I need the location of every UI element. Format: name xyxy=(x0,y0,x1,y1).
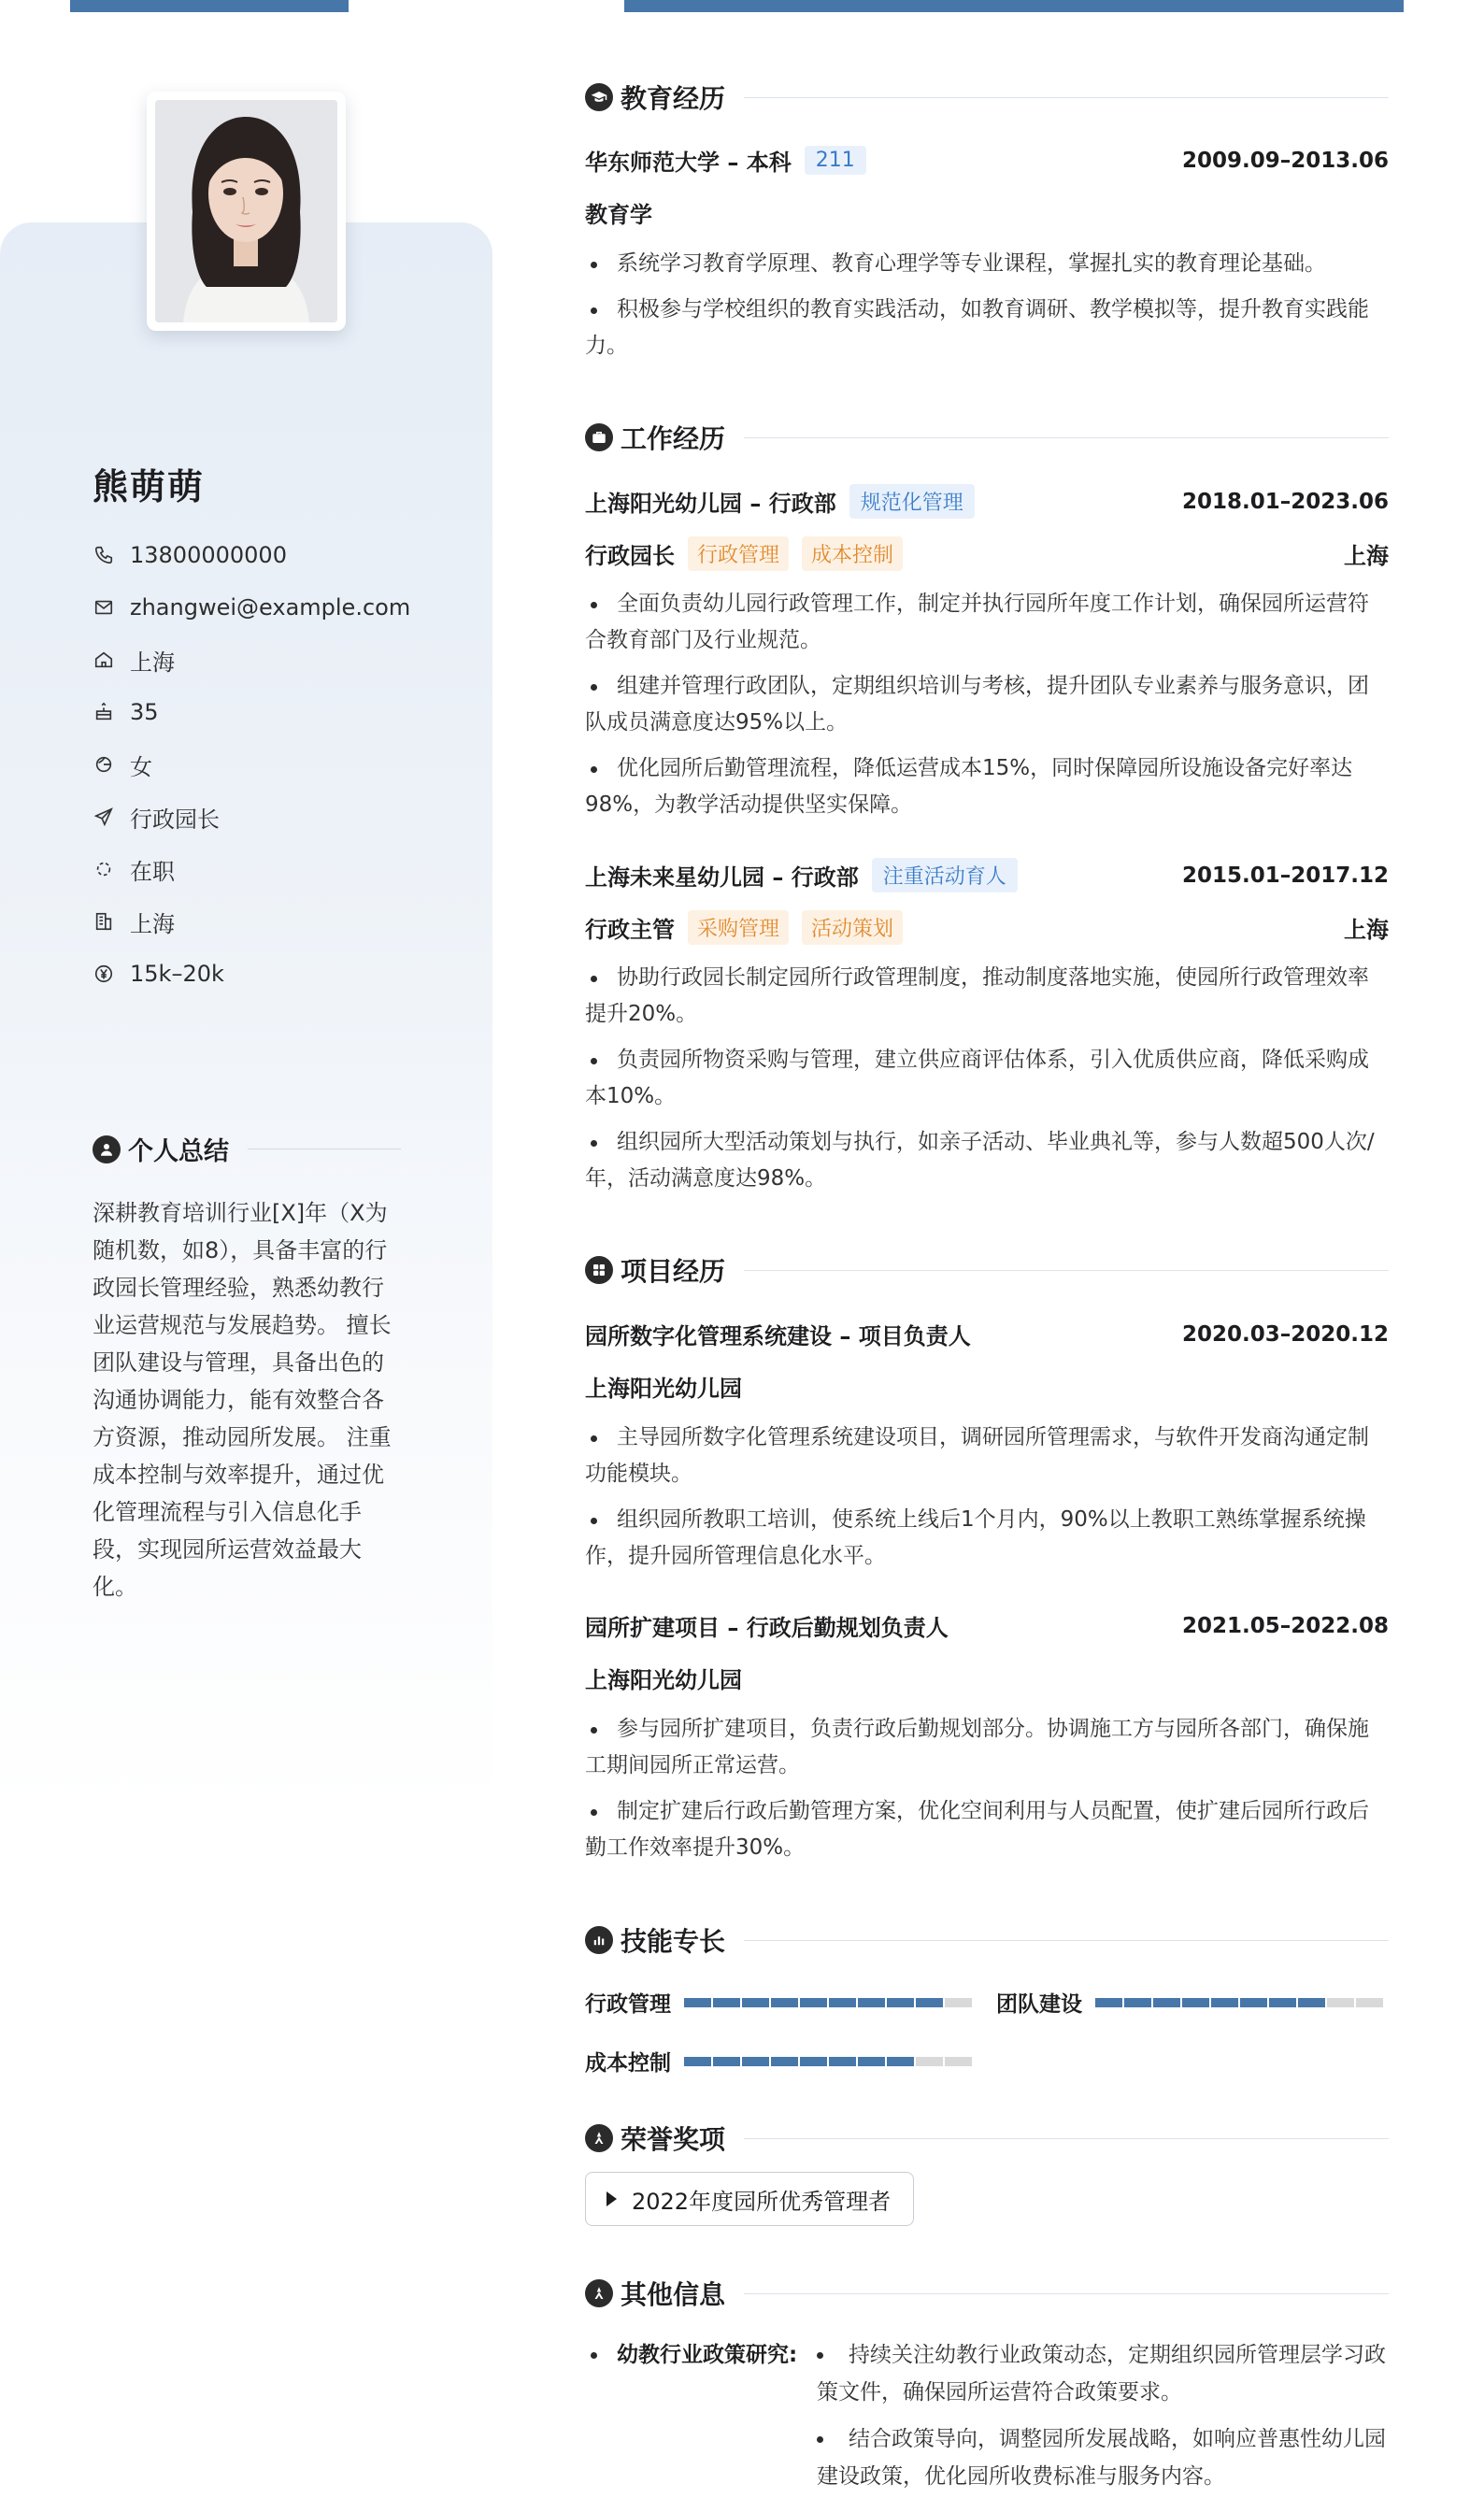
skills-section-title: 技能专长 xyxy=(585,1921,1389,1959)
work-section-title: 工作经历 xyxy=(585,419,1389,456)
skill-item xyxy=(996,1987,1383,2018)
other-bullets xyxy=(817,2336,1389,2505)
home-icon xyxy=(93,649,115,671)
skill-segment xyxy=(1124,1998,1151,2007)
list-item: 主导园所数字化管理系统建设项目，调研园所管理需求，与软件开发商沟通定制功能模块。 xyxy=(585,1420,1387,1492)
info-status xyxy=(93,843,466,895)
job-date: 2015.01–2017.12 xyxy=(1181,863,1389,888)
skill-segment xyxy=(713,2057,740,2066)
summary-text: 深耕教育培训行业[X]年（X为随机数，如8），具备丰富的行政园长管理经验，熟悉幼教行业运营规范与发展趋势。 擅长团队建设与管理，具备出色的沟通协调能力，能有效整合各方资源，推动园所发展。 注重成本控制与效率提升，通过优化管理流程与引入信息化手段，实现园所运营效益最大化。 xyxy=(93,1200,392,1600)
list-item: 参与园所扩建项目，负责行政后勤规划部分。协调施工方与园所各部门，确保施工期间园所正常运营。 xyxy=(585,1711,1387,1784)
cake-icon xyxy=(93,701,115,723)
skill-segment xyxy=(1327,1998,1354,2007)
education-major-row xyxy=(585,196,1389,229)
list-item: 负责园所物资采购与管理，建立供应商评估体系，引入优质供应商，降低采购成本10%。 xyxy=(585,1042,1387,1115)
mail-icon xyxy=(93,596,115,619)
gender-icon xyxy=(93,753,115,776)
job-1-role-row xyxy=(585,536,1389,571)
skill-segment xyxy=(829,1998,856,2007)
job-2-role-row xyxy=(585,910,1389,945)
briefcase-icon xyxy=(585,423,613,451)
project-2-org-row xyxy=(585,1662,1389,1694)
job-date: 2018.01–2023.06 xyxy=(1181,489,1389,514)
other-section-title: 其他信息 xyxy=(585,2275,1389,2312)
list-item: 系统学习教育学原理、教育心理学等专业课程，掌握扎实的教育理论基础。 xyxy=(585,246,1387,282)
role-tag: 行政管理 xyxy=(688,536,789,571)
skill-segment xyxy=(916,2057,943,2066)
education-section-title: 教育经历 xyxy=(585,78,1389,116)
project-date: 2021.05–2022.08 xyxy=(1181,1613,1389,1638)
bar-chart-icon xyxy=(585,1926,613,1954)
job-2-header xyxy=(585,858,1389,892)
skill-segment xyxy=(742,1998,769,2007)
skill-level-bar xyxy=(684,1998,972,2007)
school-name: 华东师范大学 – 本科 xyxy=(585,150,792,176)
info-email xyxy=(93,581,466,634)
skill-segment xyxy=(945,1998,972,2007)
skill-segment xyxy=(858,2057,885,2066)
send-icon xyxy=(93,806,115,828)
info-gender xyxy=(93,738,466,791)
skill-level-bar xyxy=(684,2057,972,2066)
salary-text: 15k–20k xyxy=(130,961,224,987)
list-item: 持续关注幼教行业政策动态，定期组织园所管理层学习政策文件，确保园所运营符合政策要求。 xyxy=(817,2336,1389,2411)
info-age xyxy=(93,686,466,738)
skill-segment xyxy=(858,1998,885,2007)
skill-item xyxy=(585,1987,972,2018)
education-header xyxy=(585,144,1389,177)
award-text: 2022年度园所优秀管理者 xyxy=(632,2188,892,2215)
top-accent-bar-left xyxy=(70,0,349,12)
status-text: 在职 xyxy=(130,858,175,885)
list-item: 组建并管理行政团队，定期组织培训与考核，提升团队专业素养与服务意识，团队成员满意度达95%以上。 xyxy=(585,668,1387,741)
city-text: 上海 xyxy=(130,910,175,937)
skill-segment xyxy=(1240,1998,1267,2007)
project-2-header xyxy=(585,1609,1389,1642)
email-text: zhangwei@example.com xyxy=(130,594,411,621)
skill-item xyxy=(585,2046,972,2077)
status-icon xyxy=(93,858,115,880)
skill-segment xyxy=(684,2057,711,2066)
role-tag: 成本控制 xyxy=(802,536,903,571)
company-name: 上海阳光幼儿园 – 行政部 xyxy=(585,491,836,517)
yen-icon xyxy=(93,963,115,985)
top-accent-bar-right xyxy=(624,0,1404,12)
position-text: 行政园长 xyxy=(130,806,220,833)
skill-segment xyxy=(1182,1998,1209,2007)
awards-section-title: 荣誉奖项 xyxy=(585,2120,1389,2157)
skill-segment xyxy=(1298,1998,1325,2007)
education-bullets xyxy=(585,246,1387,374)
job-role: 行政园长 xyxy=(585,543,675,569)
info-icon xyxy=(585,2279,613,2307)
graduation-cap-icon xyxy=(585,83,613,111)
company-name: 上海未来星幼儿园 – 行政部 xyxy=(585,864,859,891)
job-2-bullets xyxy=(585,960,1387,1206)
skill-segment xyxy=(945,2057,972,2066)
list-item: 积极参与学校组织的教育实践活动，如教育调研、教学模拟等，提升教育实践能力。 xyxy=(585,292,1387,364)
award-item[interactable] xyxy=(585,2172,914,2226)
list-item: 全面负责幼儿园行政管理工作，制定并执行园所年度工作计划，确保园所运营符合教育部门及行业规范。 xyxy=(585,586,1387,659)
skill-name: 团队建设 xyxy=(996,1992,1082,2017)
project-org: 上海阳光幼儿园 xyxy=(585,1667,742,1693)
skill-segment xyxy=(1269,1998,1296,2007)
role-tag: 活动策划 xyxy=(802,910,903,945)
job-city: 上海 xyxy=(1344,917,1389,943)
list-item: 优化园所后勤管理流程，降低运营成本15%，同时保障园所设施设备完好率达98%，为教学活动提供坚实保障。 xyxy=(585,750,1387,823)
skill-segment xyxy=(916,1998,943,2007)
skill-segment xyxy=(1211,1998,1238,2007)
building-icon xyxy=(93,910,115,933)
job-city: 上海 xyxy=(1344,543,1389,569)
skill-segment xyxy=(1356,1998,1383,2007)
project-1-bullets xyxy=(585,1420,1387,1584)
location-text: 上海 xyxy=(130,649,175,676)
info-salary xyxy=(93,948,466,1000)
skill-segment xyxy=(887,2057,914,2066)
list-item: 制定扩建后行政后勤管理方案，优化空间利用与人员配置，使扩建后园所行政后勤工作效率提升30%。 xyxy=(585,1793,1387,1866)
candidate-name: 熊萌萌 xyxy=(93,466,206,507)
school-tag: 211 xyxy=(805,146,866,175)
list-item: 组织园所教职工培训，使系统上线后1个月内，90%以上教职工熟练掌握系统操作，提升园所管理信息化水平。 xyxy=(585,1502,1387,1575)
skill-segment xyxy=(1153,1998,1180,2007)
project-date: 2020.03–2020.12 xyxy=(1181,1321,1389,1347)
skill-segment xyxy=(887,1998,914,2007)
info-city xyxy=(93,895,466,948)
skill-level-bar xyxy=(1095,1998,1383,2007)
avatar xyxy=(155,100,337,322)
project-2-bullets xyxy=(585,1711,1387,1876)
job-1-header xyxy=(585,484,1389,519)
gender-text: 女 xyxy=(130,753,152,780)
skill-segment xyxy=(771,2057,798,2066)
play-icon xyxy=(606,2191,617,2206)
skill-name: 行政管理 xyxy=(585,1992,671,2017)
phone-icon xyxy=(93,544,115,566)
skill-segment xyxy=(742,2057,769,2066)
other-label: 幼教行业政策研究: xyxy=(617,2336,797,2374)
project-1-header xyxy=(585,1318,1389,1350)
info-phone xyxy=(93,529,466,581)
project-name: 园所数字化管理系统建设 – 项目负责人 xyxy=(585,1323,971,1349)
award-icon xyxy=(585,2124,613,2152)
list-item: 协助行政园长制定园所行政管理制度，推动制度落地实施，使园所行政管理效率提升20%。 xyxy=(585,960,1387,1033)
phone-text: 13800000000 xyxy=(130,542,287,568)
list-item: 结合政策导向，调整园所发展战略，如响应普惠性幼儿园建设政策，优化园所收费标准与服务内容。 xyxy=(817,2420,1389,2495)
major: 教育学 xyxy=(585,202,652,228)
skill-segment xyxy=(800,2057,827,2066)
summary-section-title: 个人总结 xyxy=(93,1131,401,1167)
company-tag: 规范化管理 xyxy=(849,484,975,519)
skill-segment xyxy=(829,2057,856,2066)
age-text: 35 xyxy=(130,699,159,725)
user-icon xyxy=(93,1135,121,1163)
project-org: 上海阳光幼儿园 xyxy=(585,1376,742,1402)
info-location xyxy=(93,634,466,686)
skill-name: 成本控制 xyxy=(585,2051,671,2076)
role-tag: 采购管理 xyxy=(688,910,789,945)
job-role: 行政主管 xyxy=(585,917,675,943)
company-tag: 注重活动育人 xyxy=(872,858,1018,892)
skill-segment xyxy=(713,1998,740,2007)
grid-icon xyxy=(585,1256,613,1284)
skill-segment xyxy=(800,1998,827,2007)
skill-segment xyxy=(1095,1998,1122,2007)
projects-section-title: 项目经历 xyxy=(585,1251,1389,1289)
skill-segment xyxy=(771,1998,798,2007)
project-1-org-row xyxy=(585,1370,1389,1403)
info-position xyxy=(93,791,466,843)
skill-segment xyxy=(684,1998,711,2007)
profile-photo xyxy=(147,92,346,331)
project-name: 园所扩建项目 – 行政后勤规划负责人 xyxy=(585,1615,949,1641)
job-1-bullets xyxy=(585,586,1387,833)
education-date: 2009.09–2013.06 xyxy=(1181,148,1389,173)
list-item: 组织园所大型活动策划与执行，如亲子活动、毕业典礼等，参与人数超500人次/年，活动满意度达98%。 xyxy=(585,1124,1387,1197)
contact-info-list xyxy=(93,529,466,1000)
